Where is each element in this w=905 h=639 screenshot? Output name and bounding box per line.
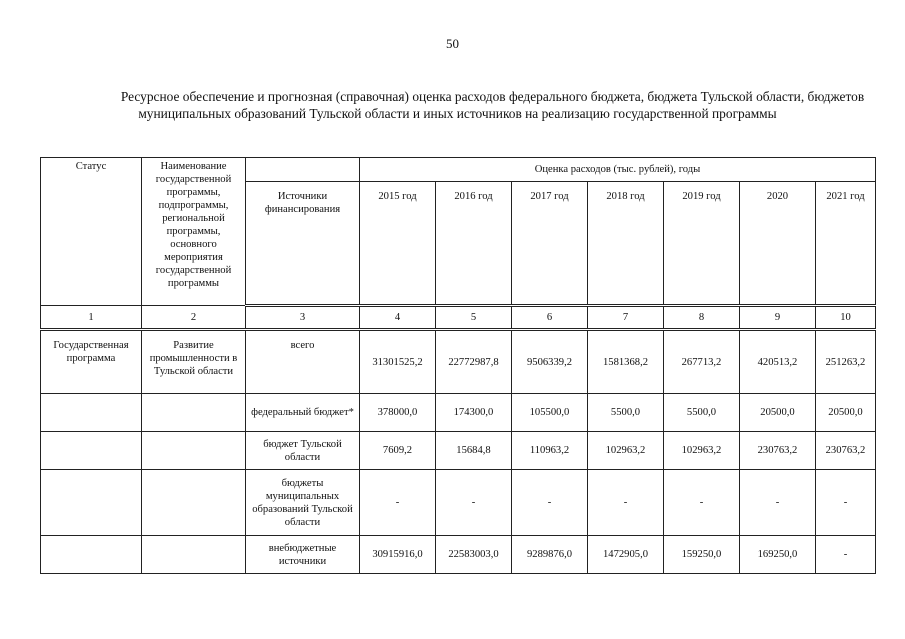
row-program-name-empty (142, 536, 246, 574)
row-value: 20500,0 (816, 394, 876, 432)
budget-table (40, 157, 876, 574)
header-year-2020: 2020 (740, 182, 816, 306)
row-status-empty (41, 394, 142, 432)
row-value: 230763,2 (816, 432, 876, 470)
row-value: 22583003,0 (436, 536, 512, 574)
row-value: - (360, 470, 436, 536)
header-row-1 (41, 158, 876, 182)
row-program-name-empty (142, 470, 246, 536)
column-index: 1 (41, 306, 142, 330)
row-value: 1581368,2 (588, 330, 664, 394)
row-value: 31301525,2 (360, 330, 436, 394)
header-year-2018: 2018 год (588, 182, 664, 306)
table-row (41, 536, 876, 574)
row-value: 230763,2 (740, 432, 816, 470)
row-value: 267713,2 (664, 330, 740, 394)
document-title-text: Ресурсное обеспечение и прогнозная (справочная) оценка расходов федерального бюджета, бюджета Тульской области, бюджетов муниципальных образований Тульской области и иных источников на реализацию государственной программы (120, 89, 865, 121)
header-estimate: Оценка расходов (тыс. рублей), годы (360, 158, 876, 182)
row-value: 1472905,0 (588, 536, 664, 574)
row-value: 5500,0 (588, 394, 664, 432)
row-source: бюджет Тульской области (246, 432, 360, 470)
column-index-row (41, 306, 876, 330)
row-program-name-empty (142, 432, 246, 470)
row-value: 159250,0 (664, 536, 740, 574)
row-source: федеральный бюджет* (246, 394, 360, 432)
row-value: - (512, 470, 588, 536)
row-value: 420513,2 (740, 330, 816, 394)
row-value: - (588, 470, 664, 536)
row-value: 251263,2 (816, 330, 876, 394)
row-value: - (740, 470, 816, 536)
row-source: внебюджетные источники (246, 536, 360, 574)
header-year-2021: 2021 год (816, 182, 876, 306)
header-year-2016: 2016 год (436, 182, 512, 306)
header-year-2015: 2015 год (360, 182, 436, 306)
row-value: 15684,8 (436, 432, 512, 470)
column-index: 10 (816, 306, 876, 330)
column-index: 9 (740, 306, 816, 330)
row-value: 174300,0 (436, 394, 512, 432)
row-status-empty (41, 470, 142, 536)
row-value: 20500,0 (740, 394, 816, 432)
row-value: 7609,2 (360, 432, 436, 470)
row-value: 9506339,2 (512, 330, 588, 394)
row-value: - (816, 536, 876, 574)
document-title (40, 88, 875, 122)
row-value: 22772987,8 (436, 330, 512, 394)
row-program-name: Развитие промышленности в Тульской области (142, 330, 246, 394)
row-value: 378000,0 (360, 394, 436, 432)
header-year-2017: 2017 год (512, 182, 588, 306)
row-value: 102963,2 (588, 432, 664, 470)
row-value: 169250,0 (740, 536, 816, 574)
table-row (41, 432, 876, 470)
table-row (41, 470, 876, 536)
column-index: 4 (360, 306, 436, 330)
row-value: 30915916,0 (360, 536, 436, 574)
column-index: 2 (142, 306, 246, 330)
row-value: - (664, 470, 740, 536)
column-index: 7 (588, 306, 664, 330)
row-status-empty (41, 432, 142, 470)
row-value: - (816, 470, 876, 536)
page-number: 50 (446, 36, 459, 51)
header-year-2019: 2019 год (664, 182, 740, 306)
row-value: 9289876,0 (512, 536, 588, 574)
row-value: 110963,2 (512, 432, 588, 470)
header-sources-spacer (246, 158, 360, 182)
table-row (41, 330, 876, 394)
column-index: 5 (436, 306, 512, 330)
row-source: бюджеты муниципальных образований Тульской области (246, 470, 360, 536)
row-value: 105500,0 (512, 394, 588, 432)
row-status: Государственная программа (41, 330, 142, 394)
row-status-empty (41, 536, 142, 574)
row-program-name-empty (142, 394, 246, 432)
table-row (41, 394, 876, 432)
row-source: всего (246, 330, 360, 394)
column-index: 6 (512, 306, 588, 330)
row-value: 5500,0 (664, 394, 740, 432)
row-value: - (436, 470, 512, 536)
row-value: 102963,2 (664, 432, 740, 470)
header-status: Статус (41, 158, 142, 306)
header-sources: Источники финансирования (246, 182, 360, 306)
column-index: 3 (246, 306, 360, 330)
column-index: 8 (664, 306, 740, 330)
header-program-name: Наименование государственной программы, подпрограммы, региональной программы, основного мероприятия государственной программы (142, 158, 246, 306)
